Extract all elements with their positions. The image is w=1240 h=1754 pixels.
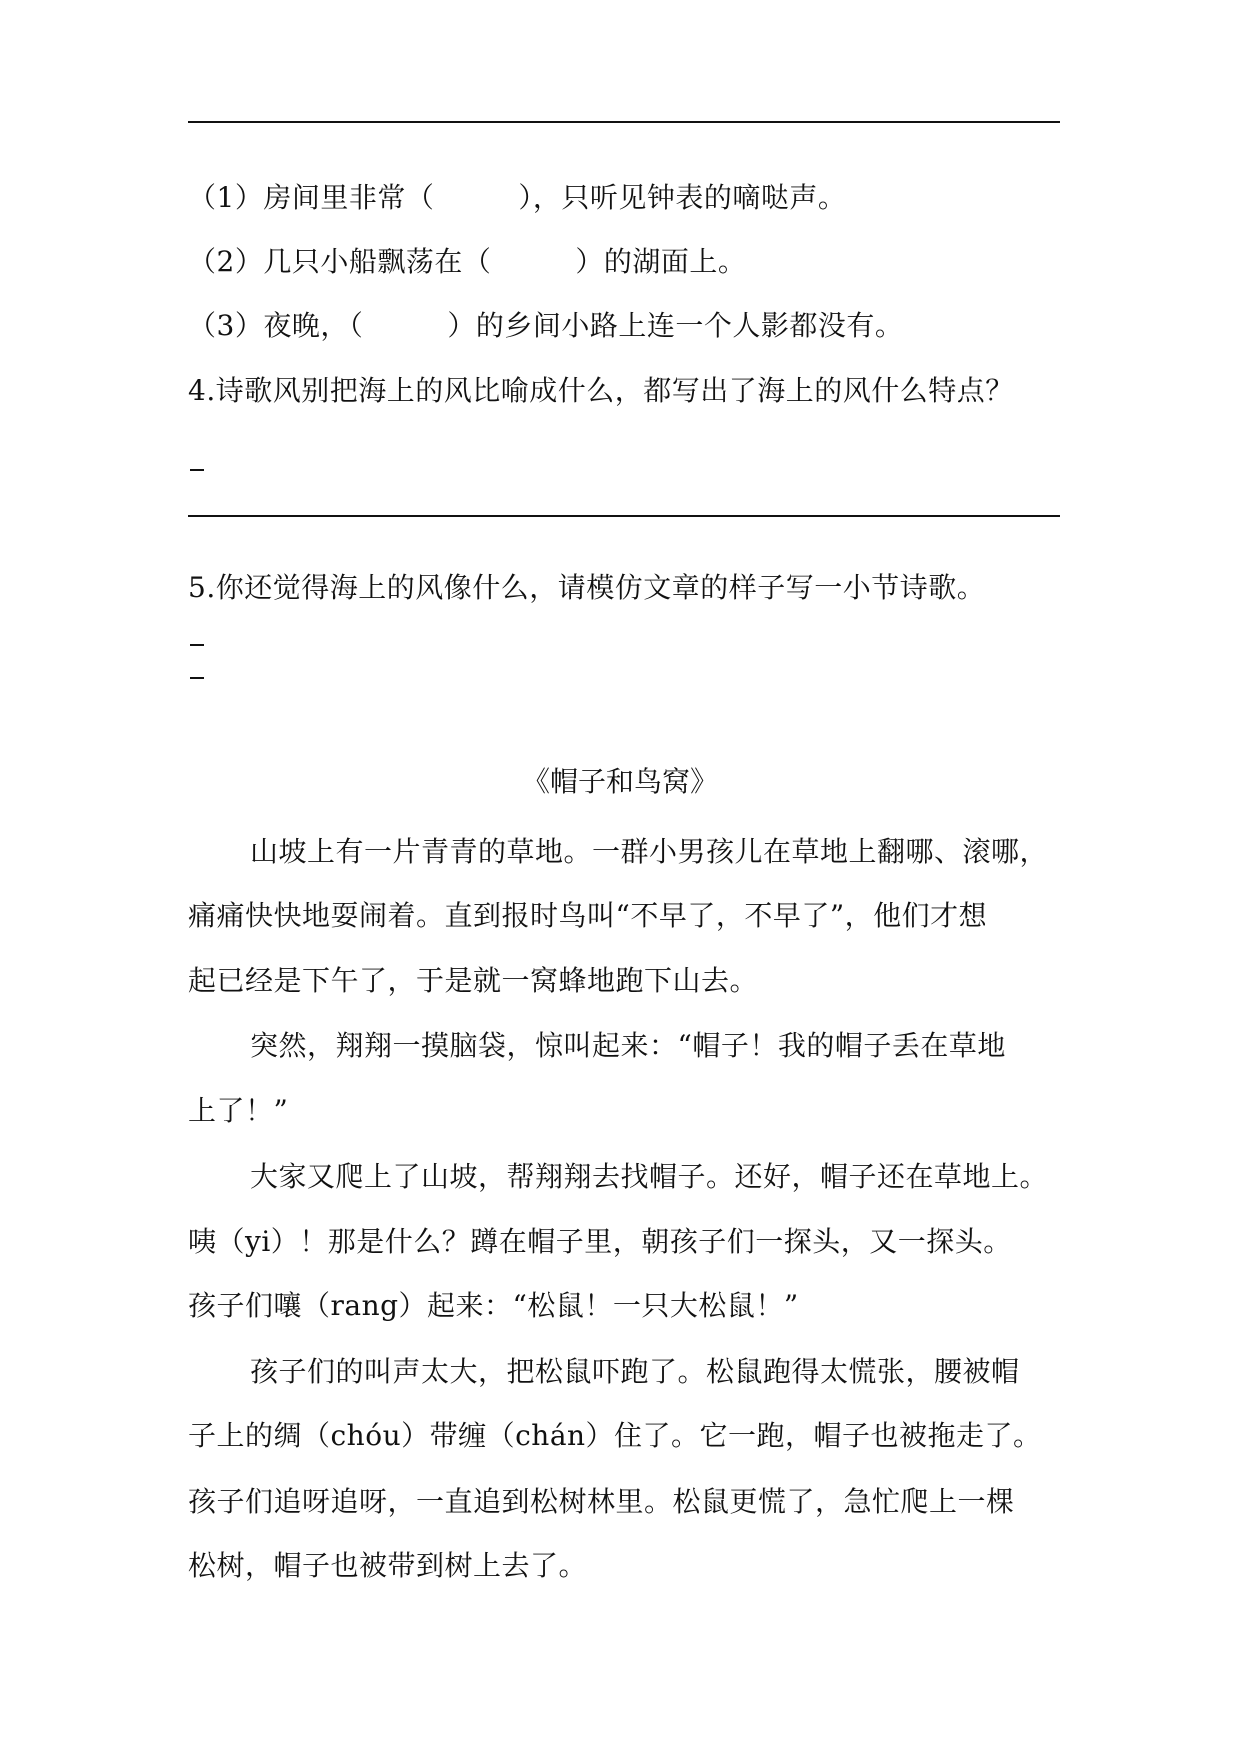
- answer-line-top: [188, 121, 1060, 123]
- story-line-5: 上了！”: [188, 1094, 289, 1127]
- story-line-9: 孩子们的叫声太大，把松鼠吓跑了。松鼠跑得太慌张，腰被帽: [250, 1355, 1020, 1388]
- story-line-7: 咦（yi）！那是什么？蹲在帽子里，朝孩子们一探头，又一探头。: [188, 1225, 1012, 1258]
- story-line-8: 孩子们嚷（rang）起来：“松鼠！一只大松鼠！”: [188, 1289, 799, 1322]
- answer-dash-q5-2[interactable]: [190, 677, 204, 679]
- story-line-6: 大家又爬上了山坡，帮翔翔去找帽子。还好，帽子还在草地上。: [250, 1160, 1049, 1193]
- story-line-4: 突然，翔翔一摸脑袋，惊叫起来：“帽子！我的帽子丢在草地: [250, 1029, 1006, 1062]
- fill-blank-1-start: （1）房间里非常（: [188, 181, 435, 214]
- fill-blank-3-start: （3）夜晚，（: [188, 309, 364, 342]
- question-5: 5.你还觉得海上的风像什么，请模仿文章的样子写一小节诗歌。: [188, 571, 986, 604]
- story-title: 《帽子和鸟窝》: [521, 765, 718, 798]
- story-line-12: 松树，帽子也被带到树上去了。: [188, 1549, 588, 1582]
- answer-dash-q5-1[interactable]: [190, 644, 204, 646]
- answer-line-q4[interactable]: [188, 515, 1060, 517]
- fill-blank-1: [188, 178, 846, 218]
- story-line-10: 子上的绸（chóu）带缠（chán）住了。它一跑，帽子也被拖走了。: [188, 1419, 1042, 1452]
- story-line-11: 孩子们追呀追呀，一直追到松树林里。松鼠更慌了，急忙爬上一棵: [188, 1485, 1015, 1518]
- fill-blank-2-end: ）的湖面上。: [575, 245, 747, 278]
- fill-blank-2-start: （2）几只小船飘荡在（: [188, 245, 492, 278]
- fill-blank-1-end: ），只听见钟表的嘀哒声。: [518, 181, 847, 214]
- fill-blank-2: [188, 242, 746, 282]
- fill-blank-3: [188, 306, 903, 346]
- question-4: 4.诗歌风别把海上的风比喻成什么，都写出了海上的风什么特点？: [188, 374, 1014, 407]
- fill-blank-3-end: ）的乡间小路上连一个人影都没有。: [447, 309, 904, 342]
- story-line-1: 山坡上有一片青青的草地。一群小男孩儿在草地上翻哪、滚哪，: [250, 835, 1049, 868]
- answer-dash-q4: [190, 469, 204, 471]
- story-line-2: 痛痛快快地耍闹着。直到报时鸟叫“不早了，不早了”，他们才想: [188, 899, 988, 932]
- story-line-3: 起已经是下午了，于是就一窝蜂地跑下山去。: [188, 964, 759, 997]
